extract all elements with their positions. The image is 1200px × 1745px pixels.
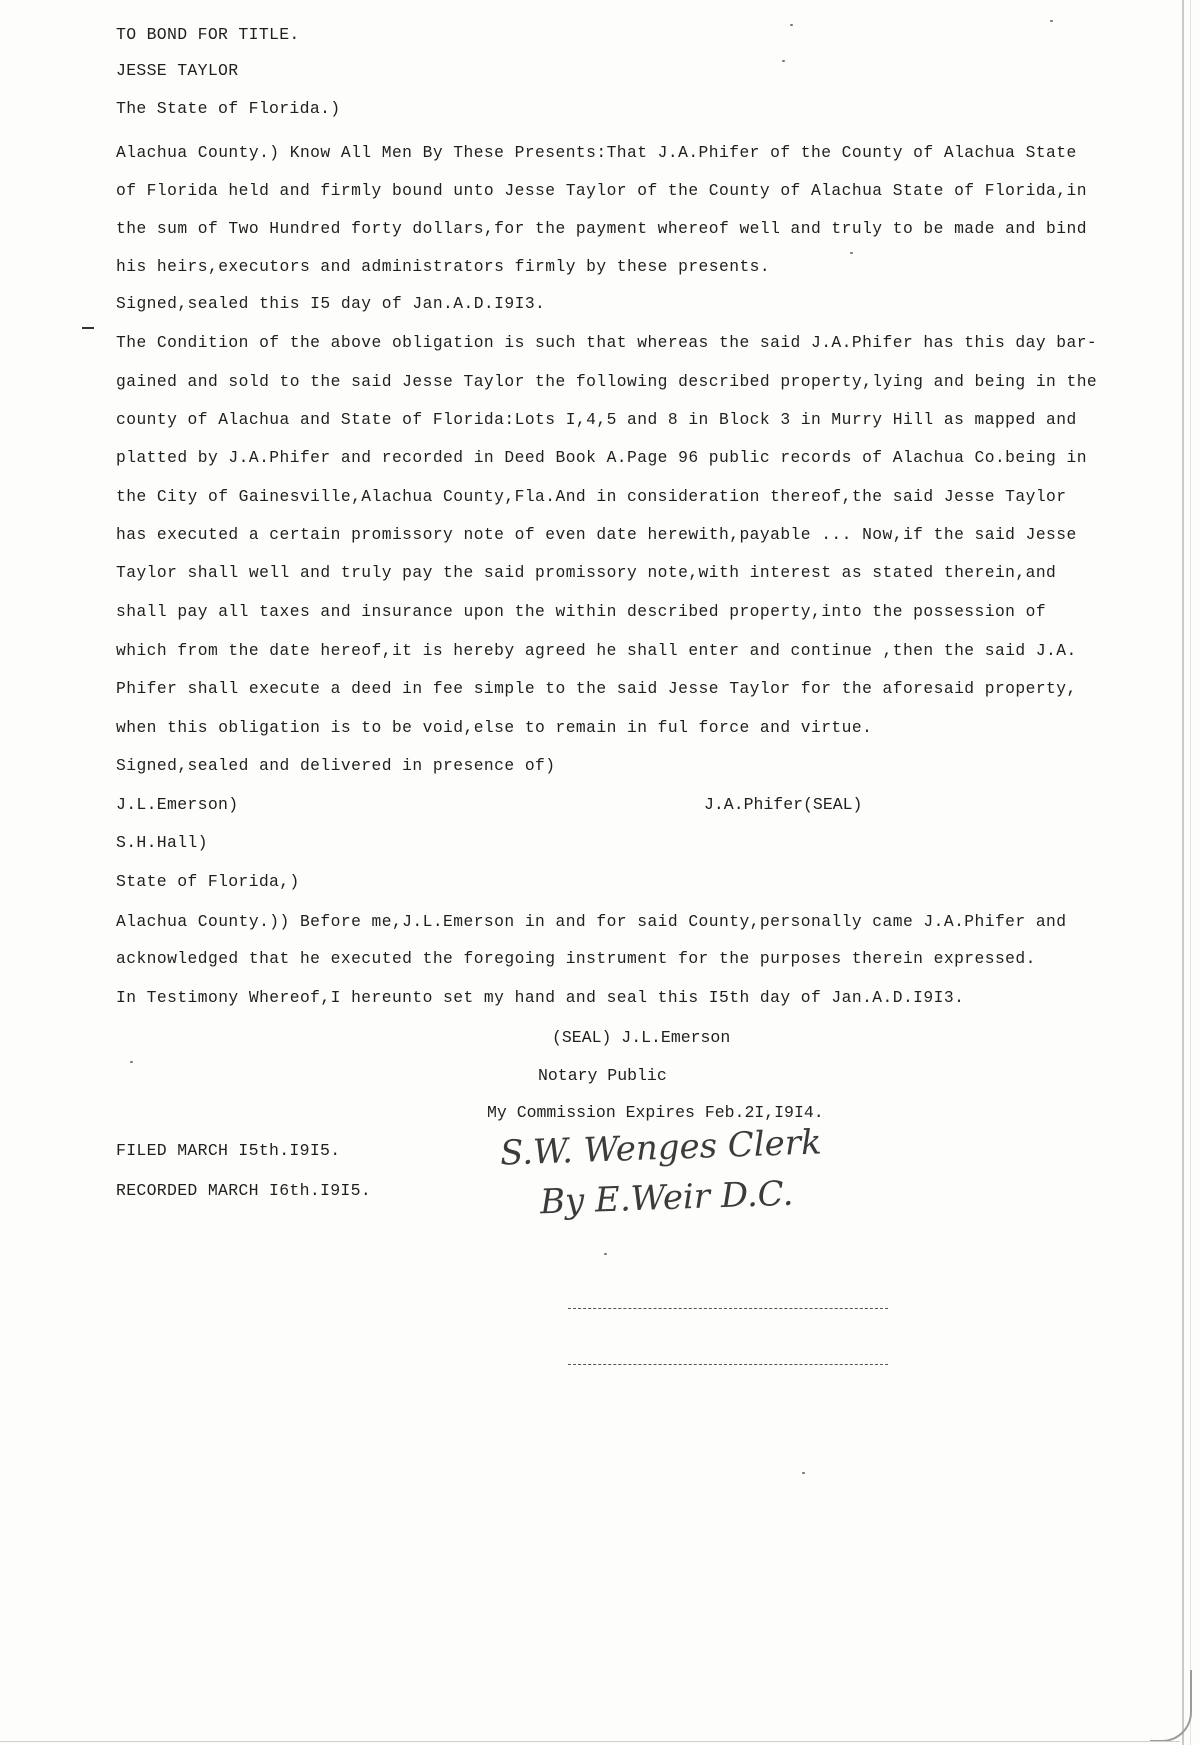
page-bottom-edge xyxy=(0,1741,1180,1742)
body-line: platted by J.A.Phifer and recorded in Deed Book A.Page 96 public records of Alachua Co.being in xyxy=(116,448,1087,467)
speck xyxy=(604,1253,607,1255)
speck xyxy=(790,24,793,26)
witness-1: J.L.Emerson) xyxy=(116,795,239,814)
grantor-signature: J.A.Phifer(SEAL) xyxy=(704,795,863,814)
notary-seal-signature: (SEAL) J.L.Emerson xyxy=(552,1028,731,1047)
body-line: Alachua County.) Know All Men By These Presents:That J.A.Phifer of the County of Alachua State xyxy=(116,143,1077,162)
body-line: of Florida held and firmly bound unto Jesse Taylor of the County of Alachua State of Florida,in xyxy=(116,181,1087,200)
body-line: Signed,sealed and delivered in presence of) xyxy=(116,756,556,775)
body-line: Phifer shall execute a deed in fee simple to the said Jesse Taylor for the aforesaid property, xyxy=(116,679,1077,698)
venue-state: The State of Florida.) xyxy=(116,99,341,118)
speck xyxy=(1050,20,1053,22)
speck xyxy=(802,1472,805,1474)
dashed-rule xyxy=(568,1364,888,1365)
page-corner-curl xyxy=(1150,1670,1192,1742)
filed-date: FILED MARCH I5th.I9I5. xyxy=(116,1141,341,1160)
body-line: shall pay all taxes and insurance upon the within described property,into the possession of xyxy=(116,602,1047,621)
page-edge xyxy=(1182,0,1184,1745)
commission-expiry: My Commission Expires Feb.2I,I9I4. xyxy=(487,1103,824,1122)
witness-2: S.H.Hall) xyxy=(116,833,208,852)
recorded-date: RECORDED MARCH I6th.I9I5. xyxy=(116,1181,372,1200)
clerk-signature: S.W. Wenges Clerk xyxy=(499,1122,823,1174)
body-line: which from the date hereof,it is hereby agreed he shall enter and continue ,then the said J.A. xyxy=(116,641,1077,660)
dashed-rule xyxy=(568,1308,888,1309)
speck xyxy=(782,60,785,62)
body-line: Taylor shall well and truly pay the said promissory note,with interest as stated therein,and xyxy=(116,563,1057,582)
ack-line: acknowledged that he executed the foregoing instrument for the purposes therein expressed. xyxy=(116,949,1036,968)
body-line: Signed,sealed this I5 day of Jan.A.D.I9I3. xyxy=(116,294,546,313)
body-line: the sum of Two Hundred forty dollars,for the payment whereof well and truly to be made and bind xyxy=(116,219,1087,238)
ack-line: Alachua County.)) Before me,J.L.Emerson in and for said County,personally came J.A.Phifer and xyxy=(116,912,1067,931)
grantee-name: JESSE TAYLOR xyxy=(116,61,239,80)
speck xyxy=(130,1061,133,1063)
speck xyxy=(850,252,853,254)
ack-line: State of Florida,) xyxy=(116,872,300,891)
ack-line: In Testimony Whereof,I hereunto set my hand and seal this I5th day of Jan.A.D.I9I3. xyxy=(116,988,965,1007)
document-title: TO BOND FOR TITLE. xyxy=(116,25,300,44)
page-edge-shadow xyxy=(1190,0,1191,1745)
body-line: the City of Gainesville,Alachua County,Fla.And in consideration thereof,the said Jesse Taylor xyxy=(116,487,1067,506)
body-line: when this obligation is to be void,else to remain in ful force and virtue. xyxy=(116,718,873,737)
body-line: The Condition of the above obligation is such that whereas the said J.A.Phifer has this day bar- xyxy=(116,333,1098,352)
notary-title: Notary Public xyxy=(538,1066,667,1085)
body-line: has executed a certain promissory note of even date herewith,payable ... Now,if the said Jesse xyxy=(116,525,1077,544)
body-line: gained and sold to the said Jesse Taylor the following described property,lying and being in the xyxy=(116,372,1098,391)
deputy-clerk-signature: By E.Weir D.C. xyxy=(539,1173,794,1223)
body-line: his heirs,executors and administrators firmly by these presents. xyxy=(116,257,771,276)
margin-mark xyxy=(82,327,94,329)
body-line: county of Alachua and State of Florida:Lots I,4,5 and 8 in Block 3 in Murry Hill as mapped and xyxy=(116,410,1077,429)
